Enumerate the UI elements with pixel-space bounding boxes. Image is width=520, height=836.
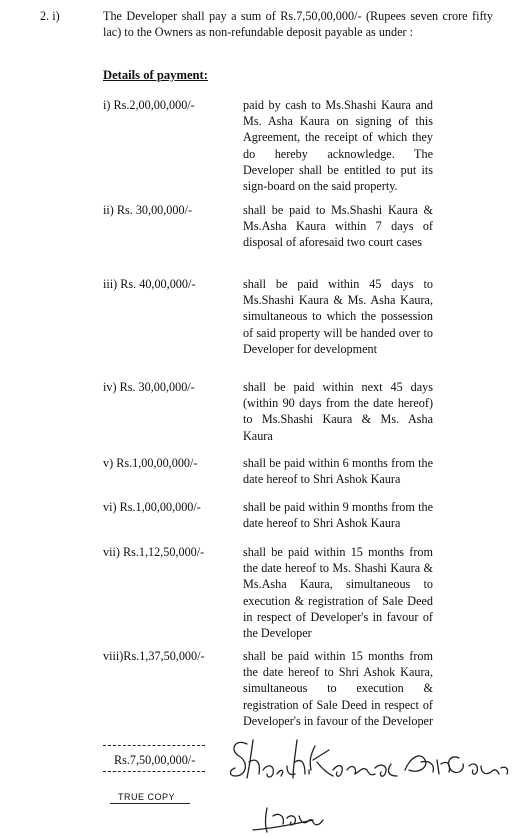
signature-ashok-kaura: [405, 756, 508, 774]
payment-amount: v) Rs.1,00,00,000/-: [103, 456, 198, 470]
true-copy-stamp: TRUE COPY: [118, 792, 176, 802]
payment-amount: vii) Rs.1,12,50,000/-: [103, 545, 205, 559]
payment-description: shall be paid within next 45 days (within 90 days from the date hereof) to Ms.Shashi Kaura & Ms. Asha Kaura: [243, 380, 433, 443]
payment-amount: ii) Rs. 30,00,000/-: [103, 203, 193, 217]
payment-description: shall be paid within 15 months from the date hereof to Shri Ashok Kaura, simultaneous to execution & registration of Sale Deed in respect of Developer's in favour of the Developer: [243, 649, 434, 728]
clause-number: 2. i): [40, 9, 60, 23]
total-divider: [103, 745, 205, 746]
payment-amount: vi) Rs.1,00,00,000/-: [103, 500, 201, 514]
payment-description: shall be paid to Ms.Shashi Kaura & Ms.Asha Kaura within 7 days of disposal of aforesaid two court cases: [243, 203, 433, 250]
payment-description: shall be paid within 9 months from the date hereof to Shri Ashok Kaura: [243, 500, 433, 531]
payment-amount: iii) Rs. 40,00,000/-: [103, 277, 196, 291]
payment-amount: iv) Rs. 30,00,000/-: [103, 380, 195, 394]
payment-amount: viii)Rs.1,37,50,000/-: [103, 649, 205, 663]
signature-shashi-kaura: [231, 740, 398, 778]
total-divider: [103, 771, 205, 772]
payment-description: paid by cash to Ms.Shashi Kaura and Ms. Asha Kaura on signing of this Agreement, the receipt of which they do hereby acknowledge. The Developer shall be entitled to put its sign-board on the said property.: [243, 98, 433, 194]
payment-description: shall be paid within 15 months from the date hereof to Ms. Shashi Kaura & Ms.Asha Kaura, simultaneous to execution & registration of Sale Deed in respect of Developer's in favour of the Developer: [243, 545, 433, 641]
payment-total: Rs.7,50,00,000/-: [114, 753, 196, 767]
payment-amount: i) Rs.2,00,00,000/-: [103, 98, 195, 112]
payment-description: shall be paid within 45 days to Ms.Shashi Kaura & Ms. Asha Kaura, simultaneous to which the possession of said property will be handed over to Developer for development: [243, 277, 433, 356]
true-copy-underline: [110, 803, 190, 804]
details-heading: Details of payment:: [103, 68, 208, 82]
handwritten-signatures: [225, 730, 515, 836]
signature-asha-kaura: [253, 808, 323, 832]
payment-description: shall be paid within 6 months from the date hereof to Shri Ashok Kaura: [243, 456, 433, 487]
clause-intro: The Developer shall pay a sum of Rs.7,50,00,000/- (Rupees seven crore fifty lac) to the Owners as non-refundable deposit payable as under :: [103, 9, 493, 40]
